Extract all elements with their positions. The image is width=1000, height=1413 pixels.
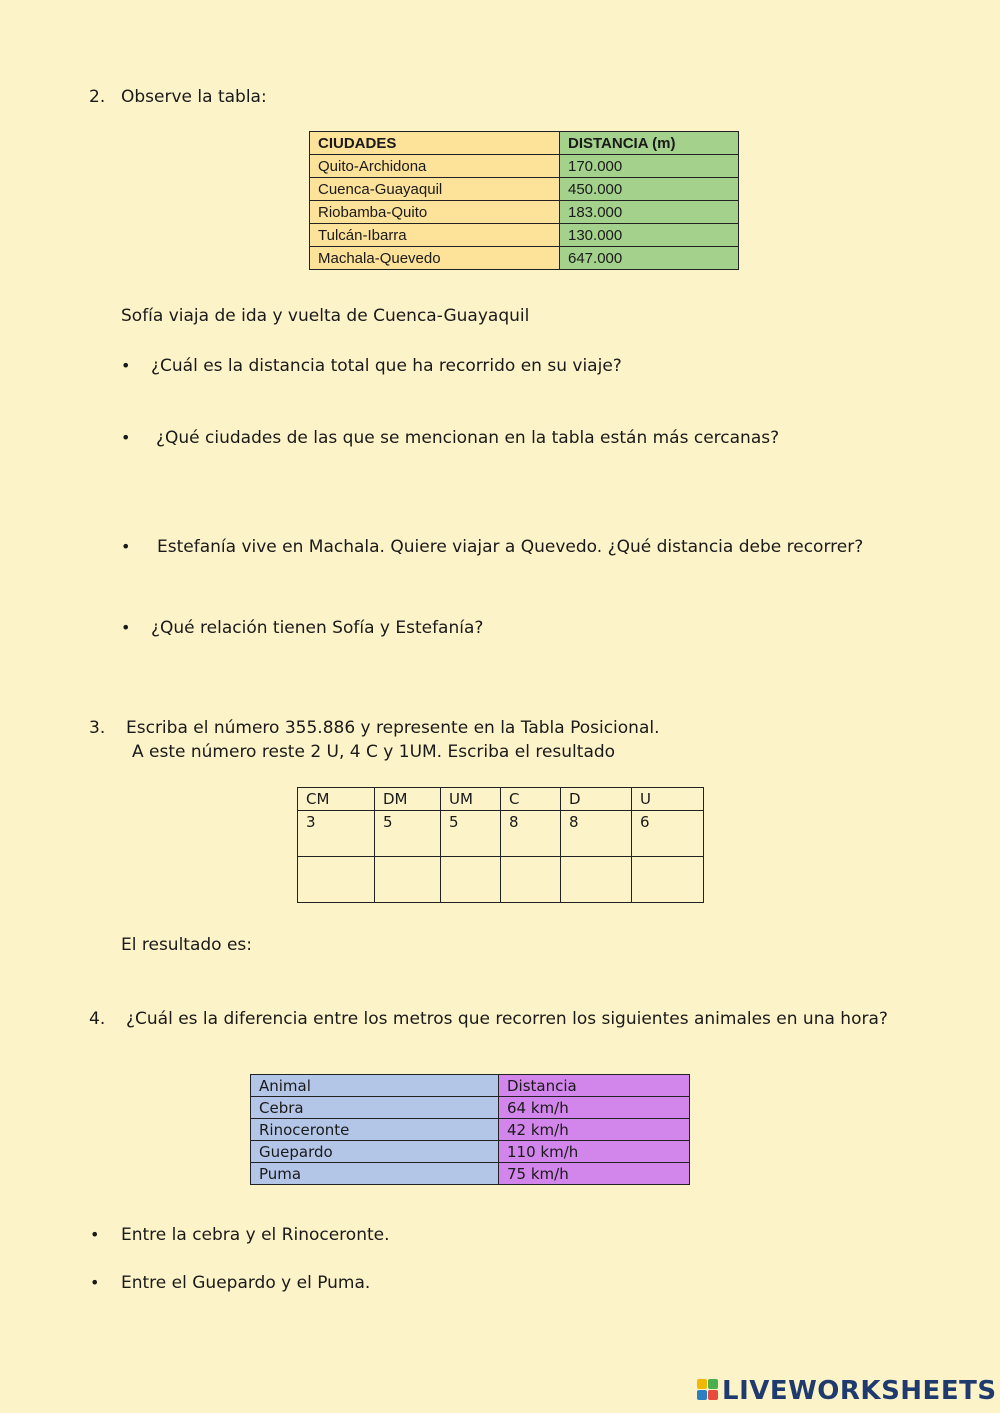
table-row — [310, 247, 739, 270]
place-value-table — [297, 787, 704, 903]
q3-line1: Escriba el número 355.886 y represente en la Tabla Posicional. — [126, 718, 660, 738]
header-cell-cm: CM — [298, 788, 375, 811]
header-cell-u: U — [632, 788, 704, 811]
bullet-icon: • — [90, 1225, 100, 1244]
header-cell-distancia: Distancia — [499, 1075, 690, 1097]
speed-cell: 75 km/h — [499, 1163, 690, 1185]
q4-item-2: Entre el Guepardo y el Puma. — [121, 1273, 371, 1293]
q2-question-1: ¿Cuál es la distancia total que ha recorrido en su viaje? — [151, 356, 622, 376]
speed-cell: 42 km/h — [499, 1119, 690, 1141]
bullet-icon: • — [121, 618, 131, 637]
place-value-row-answer — [298, 857, 704, 903]
city-cell: Quito-Archidona — [310, 155, 560, 178]
digit-cell: 5 — [441, 811, 501, 857]
header-cell-ciudades: CIUDADES — [310, 132, 560, 155]
table-row — [251, 1141, 690, 1163]
header-cell-distancia: DISTANCIA (m) — [560, 132, 739, 155]
distance-cell: 130.000 — [560, 224, 739, 247]
cities-table — [309, 131, 739, 270]
table-row — [251, 1097, 690, 1119]
animal-cell: Guepardo — [251, 1141, 499, 1163]
q2-statement: Sofía viaja de ida y vuelta de Cuenca-Guayaquil — [121, 306, 530, 326]
city-cell: Machala-Quevedo — [310, 247, 560, 270]
table-header-row — [251, 1075, 690, 1097]
place-value-header-row — [298, 788, 704, 811]
table-row — [251, 1119, 690, 1141]
logo-mark-icon — [697, 1379, 719, 1401]
bullet-icon: • — [121, 428, 131, 447]
liveworksheets-logo — [697, 1376, 997, 1406]
place-value-row-number — [298, 811, 704, 857]
animal-cell: Rinoceronte — [251, 1119, 499, 1141]
distance-cell: 647.000 — [560, 247, 739, 270]
answer-cell[interactable] — [375, 857, 441, 903]
answer-cell[interactable] — [298, 857, 375, 903]
speed-cell: 110 km/h — [499, 1141, 690, 1163]
animals-table — [250, 1074, 690, 1185]
table-row — [310, 178, 739, 201]
q2-question-4: ¿Qué relación tienen Sofía y Estefanía? — [151, 618, 484, 638]
header-cell-dm: DM — [375, 788, 441, 811]
q4-item-1: Entre la cebra y el Rinoceronte. — [121, 1225, 390, 1245]
distance-cell: 450.000 — [560, 178, 739, 201]
speed-cell: 64 km/h — [499, 1097, 690, 1119]
bullet-icon: • — [121, 537, 131, 556]
digit-cell: 8 — [561, 811, 632, 857]
q2-question-2: ¿Qué ciudades de las que se mencionan en la tabla están más cercanas? — [156, 428, 780, 448]
q2-prompt: Observe la tabla: — [121, 87, 267, 107]
animal-cell: Puma — [251, 1163, 499, 1185]
answer-cell[interactable] — [501, 857, 561, 903]
q4-number: 4. — [89, 1009, 106, 1029]
distance-cell: 183.000 — [560, 201, 739, 224]
table-row — [251, 1163, 690, 1185]
logo-text: LIVEWORKSHEETS — [722, 1376, 997, 1406]
header-cell-animal: Animal — [251, 1075, 499, 1097]
q2-question-3: Estefanía vive en Machala. Quiere viajar a Quevedo. ¿Qué distancia debe recorrer? — [157, 537, 864, 557]
table-row — [310, 224, 739, 247]
digit-cell: 8 — [501, 811, 561, 857]
digit-cell: 6 — [632, 811, 704, 857]
bullet-icon: • — [90, 1273, 100, 1292]
city-cell: Tulcán-Ibarra — [310, 224, 560, 247]
table-header-row — [310, 132, 739, 155]
bullet-icon: • — [121, 356, 131, 375]
city-cell: Cuenca-Guayaquil — [310, 178, 560, 201]
answer-cell[interactable] — [561, 857, 632, 903]
digit-cell: 3 — [298, 811, 375, 857]
q2-number: 2. — [89, 87, 106, 107]
q4-prompt: ¿Cuál es la diferencia entre los metros que recorren los siguientes animales en una hora? — [126, 1009, 888, 1029]
table-row — [310, 201, 739, 224]
q3-number: 3. — [89, 718, 106, 738]
distance-cell: 170.000 — [560, 155, 739, 178]
header-cell-d: D — [561, 788, 632, 811]
animal-cell: Cebra — [251, 1097, 499, 1119]
q3-result-label: El resultado es: — [121, 935, 253, 955]
digit-cell: 5 — [375, 811, 441, 857]
answer-cell[interactable] — [632, 857, 704, 903]
answer-cell[interactable] — [441, 857, 501, 903]
q3-line2: A este número reste 2 U, 4 C y 1UM. Escriba el resultado — [132, 742, 616, 762]
header-cell-um: UM — [441, 788, 501, 811]
city-cell: Riobamba-Quito — [310, 201, 560, 224]
header-cell-c: C — [501, 788, 561, 811]
table-row — [310, 155, 739, 178]
